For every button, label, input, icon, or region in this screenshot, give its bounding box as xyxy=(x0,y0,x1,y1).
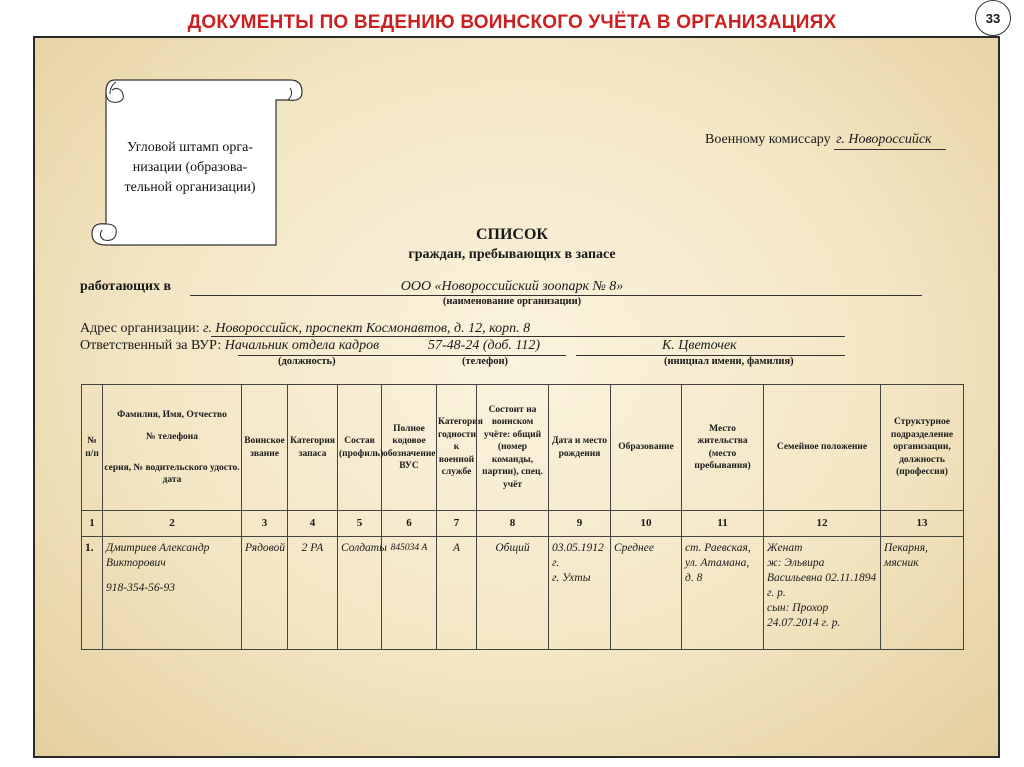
cell-category: 2 РА xyxy=(288,537,338,650)
header-reserve-category: Категория запаса xyxy=(288,385,338,511)
table-header-row xyxy=(82,385,964,511)
header-family: Семейное положение xyxy=(764,385,881,511)
column-number: 1 xyxy=(82,511,103,537)
responsible-name: К. Цветочек xyxy=(662,338,737,353)
list-subtitle: граждан, пребывающих в запасе xyxy=(408,247,616,262)
column-number: 3 xyxy=(242,511,288,537)
address-label: Адрес организации: xyxy=(80,321,200,336)
cell-composition: Солдаты xyxy=(338,537,382,650)
page-number-badge: 33 xyxy=(975,0,1011,36)
header-composition: Состав (профиль) xyxy=(338,385,382,511)
cell-department: Пекарня, мясник xyxy=(881,537,964,650)
column-number: 11 xyxy=(682,511,764,537)
cell-fitness: А xyxy=(437,537,477,650)
organization-name: ООО «Новороссийский зоопарк № 8» xyxy=(400,279,624,294)
address-line xyxy=(80,321,530,337)
cell-birth: 03.05.1912 г. г. Ухты xyxy=(549,537,611,650)
reservists-table xyxy=(81,384,964,650)
org-caption: (наименование организации) xyxy=(442,296,582,307)
cell-residence: ст. Раевская, ул. Атамана, д. 8 xyxy=(682,537,764,650)
column-number: 9 xyxy=(549,511,611,537)
addressee-label: Военному комиссару xyxy=(705,132,831,147)
address-value: г. Новороссийск, проспект Космонавтов, д. 12, корп. 8 xyxy=(203,321,531,336)
column-number: 5 xyxy=(338,511,382,537)
caption-position: (должность) xyxy=(278,356,336,367)
column-number: 7 xyxy=(437,511,477,537)
address-underline xyxy=(211,336,845,337)
header-registration: Состоит на воинском учёте: общий (номер команды, партии), спец. учёт xyxy=(477,385,549,511)
column-number: 12 xyxy=(764,511,881,537)
slide-title: ДОКУМЕНТЫ ПО ВЕДЕНИЮ ВОИНСКОГО УЧЁТА В ОРГАНИЗАЦИЯХ xyxy=(187,12,837,33)
cell-rank: Рядовой xyxy=(242,537,288,650)
responsible-position: Начальник отдела кадров xyxy=(224,338,380,353)
cell-family: Женат ж: Эльвира Васильевна 02.11.1894 г. р. сын: Прохор 24.07.2014 г. р. xyxy=(764,537,881,650)
column-number: 2 xyxy=(103,511,242,537)
header-department: Структурное подразделение организации, должность (профессия) xyxy=(881,385,964,511)
cell-vus: 845034 А xyxy=(382,537,437,650)
column-number: 8 xyxy=(477,511,549,537)
column-number: 4 xyxy=(288,511,338,537)
working-in-label: работающих в xyxy=(80,279,172,294)
addressee-value: г. Новороссийск xyxy=(834,132,945,150)
responsible-line xyxy=(80,338,379,354)
caption-name: (инициал имени, фамилия) xyxy=(664,356,794,367)
column-number: 6 xyxy=(382,511,437,537)
row-number: 1. xyxy=(82,537,103,650)
responsible-label: Ответственный за ВУР: xyxy=(80,338,222,353)
header-rank: Воинское звание xyxy=(242,385,288,511)
addressee-line xyxy=(705,132,946,150)
header-education: Образование xyxy=(611,385,682,511)
header-residence: Место жительства (место пребывания) xyxy=(682,385,764,511)
column-numbers-row xyxy=(82,511,964,537)
header-fitness: Категория годности к военной службе xyxy=(437,385,477,511)
column-number: 10 xyxy=(611,511,682,537)
header-name: Фамилия, Имя, Отчество № телефона серия, № водительского удосто. дата xyxy=(103,385,242,511)
stamp-label: Угловой штамп орга- низации (образова- тельной организации) xyxy=(124,140,256,195)
caption-phone: (телефон) xyxy=(462,356,509,367)
cell-education: Среднее xyxy=(611,537,682,650)
header-vus: Полное кодовое обозначение ВУС xyxy=(382,385,437,511)
header-number: № п/п xyxy=(82,385,103,511)
column-number: 13 xyxy=(881,511,964,537)
list-title: СПИСОК xyxy=(475,226,549,243)
table-row xyxy=(82,537,964,650)
cell-registration: Общий xyxy=(477,537,549,650)
cell-name-phone: Дмитриев Александр Викторович 918-354-56-93 xyxy=(103,537,242,650)
responsible-phone: 57-48-24 (доб. 112) xyxy=(428,338,541,353)
header-birth: Дата и место рождения xyxy=(549,385,611,511)
